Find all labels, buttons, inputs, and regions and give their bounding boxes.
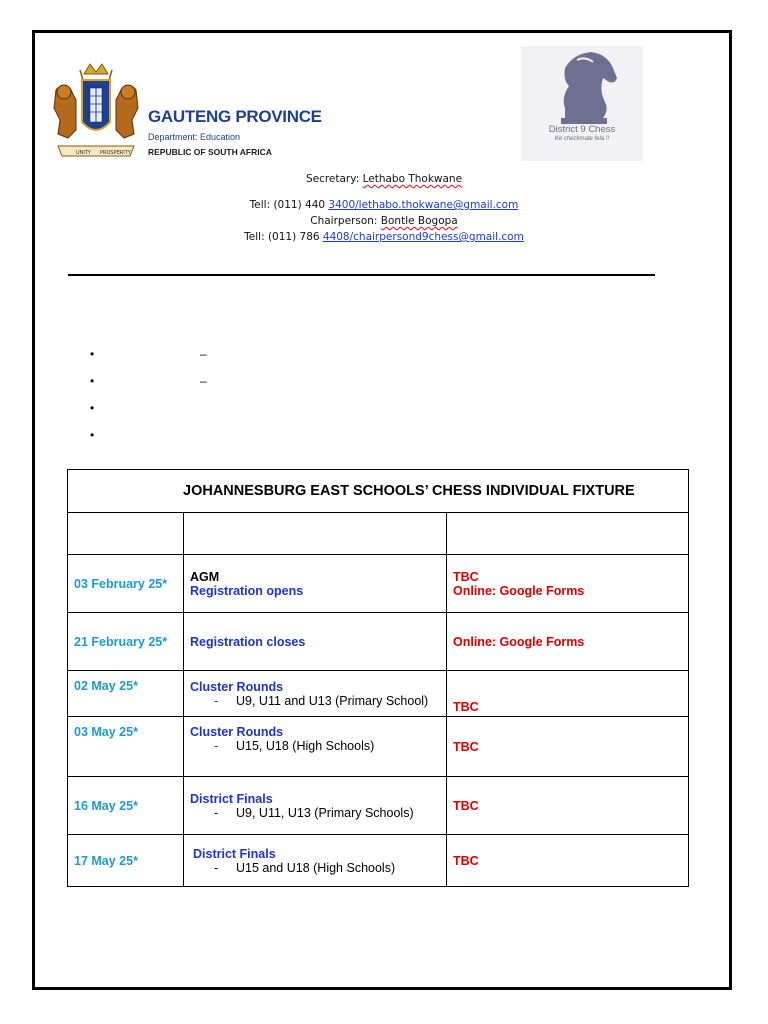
header-cell-date <box>68 513 184 555</box>
crest-motto-left: UNITY <box>76 150 91 156</box>
event-line: Registration closes <box>190 634 306 649</box>
chairperson-name: Bontle Bogopa <box>380 215 458 227</box>
header-cell-venue <box>447 513 689 555</box>
coat-of-arms-icon <box>50 60 142 162</box>
sub-text: U9, U11, U13 (Primary Schools) <box>236 805 414 820</box>
event-line: District Finals <box>193 846 276 861</box>
venue-line: Online: Google Forms <box>453 634 585 649</box>
district-logo-tagline: Ke checkmate fela !! <box>554 136 610 142</box>
row-venue <box>447 835 689 887</box>
gauteng-province-logo <box>50 60 322 162</box>
row-date: 17 May 25* <box>68 835 184 887</box>
chairperson-email-link[interactable]: 4408/chairpersond9chess@gmail.com <box>322 231 524 243</box>
row-date: 21 February 25* <box>68 613 184 671</box>
table-row <box>68 555 689 613</box>
row-venue <box>447 777 689 835</box>
sub-dash: - <box>214 693 219 708</box>
row-venue <box>447 717 689 777</box>
event-sub-line <box>190 861 440 875</box>
bullet-item: • <box>90 401 95 415</box>
table-row <box>68 717 689 777</box>
venue-line: Online: Google Forms <box>453 583 585 598</box>
table-row <box>68 777 689 835</box>
chairperson-line <box>0 215 768 227</box>
row-event <box>184 835 447 887</box>
table-row <box>68 835 689 887</box>
tel-line-2 <box>0 231 768 243</box>
table-row <box>68 613 689 671</box>
fixture-table <box>67 469 689 887</box>
row-event <box>184 671 447 717</box>
event-line: District Finals <box>190 791 273 806</box>
row-event <box>184 717 447 777</box>
secretary-email-link[interactable]: 3400/lethabo.thokwane@gmail.com <box>328 199 519 211</box>
event-line: Cluster Rounds <box>190 725 284 739</box>
table-title-row <box>68 470 689 513</box>
table-header-row <box>68 513 689 555</box>
event-sub-line <box>190 694 440 708</box>
bullet-item: • <box>90 347 95 361</box>
venue-line: TBC <box>453 853 479 868</box>
header-cell-event <box>184 513 447 555</box>
venue-line: TBC <box>453 798 479 813</box>
header-divider <box>68 274 655 276</box>
fixture-title: JOHANNESBURG EAST SCHOOLS’ CHESS INDIVIDUAL FIXTURE <box>68 470 689 513</box>
department-label: Department: Education <box>148 132 241 142</box>
chess-knight-icon <box>521 46 643 126</box>
table-row <box>68 671 689 717</box>
event-sub-line <box>190 806 440 820</box>
tel-line-1 <box>0 199 768 211</box>
row-event <box>184 555 447 613</box>
chairperson-label: Chairperson: <box>310 215 381 227</box>
bullet-item: • <box>90 374 95 388</box>
venue-line: TBC <box>453 569 479 584</box>
republic-label: REPUBLIC OF SOUTH AFRICA <box>148 147 272 157</box>
bullet-dash: – <box>200 347 207 361</box>
tel2-prefix: Tell: (011) 786 <box>244 231 323 243</box>
sub-text: U9, U11 and U13 (Primary School) <box>236 693 429 708</box>
secretary-name: Lethabo Thokwane <box>362 173 463 185</box>
bullet-dash: – <box>200 374 207 388</box>
row-event <box>184 613 447 671</box>
district-logo-name: District 9 Chess <box>548 124 616 135</box>
row-date: 02 May 25* <box>68 671 184 717</box>
row-date: 16 May 25* <box>68 777 184 835</box>
sub-dash: - <box>214 739 219 753</box>
sub-text: U15 and U18 (High Schools) <box>236 860 396 875</box>
event-line: Registration opens <box>190 583 304 598</box>
district-9-chess-logo <box>521 46 643 161</box>
event-line: AGM <box>190 569 220 584</box>
bullet-item: • <box>90 428 95 442</box>
secretary-line <box>0 173 768 185</box>
event-line: Cluster Rounds <box>190 679 284 694</box>
row-venue <box>447 555 689 613</box>
sub-text: U15, U18 (High Schools) <box>236 739 375 753</box>
crest-motto-right: PROSPERITY <box>100 150 131 156</box>
venue-line: TBC <box>453 700 479 714</box>
secretary-label: Secretary: <box>305 173 363 185</box>
venue-line: TBC <box>453 739 479 754</box>
tel1-prefix: Tell: (011) 440 <box>249 199 329 211</box>
province-title: GAUTENG PROVINCE <box>148 107 322 126</box>
row-venue <box>447 613 689 671</box>
row-date: 03 May 25* <box>68 717 184 777</box>
sub-dash: - <box>214 805 219 820</box>
row-event <box>184 777 447 835</box>
sub-dash: - <box>214 860 219 875</box>
row-venue <box>447 671 689 717</box>
row-date: 03 February 25* <box>68 555 184 613</box>
event-sub-line <box>190 739 440 753</box>
